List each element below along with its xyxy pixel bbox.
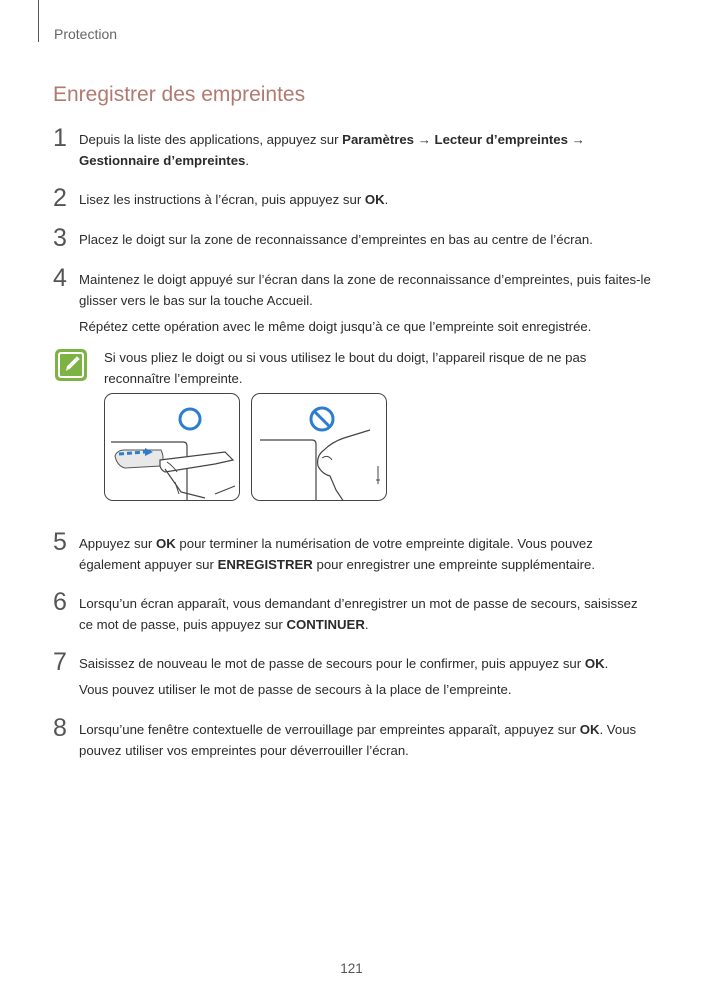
step-4 (53, 264, 653, 311)
ok-label: OK (584, 656, 605, 671)
section-header: Protection (54, 26, 118, 42)
step-text: Saisissez de nouveau le mot de passe de secours pour le confirmer, puis appuyez sur OK. (79, 656, 609, 671)
header-rule (38, 0, 39, 42)
step-2 (53, 184, 653, 212)
circle-correct-icon (180, 409, 200, 429)
page-title: Enregistrer des empreintes (53, 83, 306, 106)
step-1 (53, 124, 653, 171)
continuer-label: CONTINUER (286, 616, 365, 632)
step-text: Lorsqu’une fenêtre contextuelle de verrouillage par empreintes apparaît, appuyez sur OK. Vous pouvez utiliser vos empreintes pour déverrouiller l’écran. (79, 722, 637, 758)
step-7 (53, 648, 653, 676)
step-7-detail: Vous pouvez utiliser le mot de passe de secours à la place de l’empreinte. (79, 682, 512, 697)
step-text: Depuis la liste des applications, appuyez sur Paramètres → Lecteur d’empreintes → Gestionnaire d’empreintes. (79, 132, 585, 168)
step-number: 4 (53, 264, 67, 292)
step-4-detail: Répétez cette opération avec le même doigt jusqu’à ce que l’empreinte soit enregistrée. (79, 319, 592, 334)
step-number: 2 (53, 184, 67, 212)
illustration-wrong (251, 393, 387, 501)
step-number: 5 (53, 528, 67, 556)
step-text: Lorsqu’un écran apparaît, vous demandant d’enregistrer un mot de passe de secours, saisissez ce mot de passe, puis appuyez sur CONTINUER. (79, 596, 638, 632)
note-text: Si vous pliez le doigt ou si vous utilisez le bout du doigt, l’appareil risque de ne pas reconnaître l’empreinte. (104, 350, 587, 386)
ok-label: OK (364, 192, 385, 207)
step-number: 6 (53, 588, 67, 616)
menu-lecteur-empreintes: Lecteur d’empreintes (434, 132, 568, 147)
step-8 (53, 714, 653, 761)
step-text: Appuyez sur OK pour terminer la numérisation de votre empreinte digitale. Vous pouvez également appuyer sur ENREGISTRER pour enregistrer une empreinte supplémentaire. (79, 536, 596, 572)
step-6 (53, 588, 653, 635)
enregistrer-label: ENREGISTRER (217, 556, 313, 572)
step-5 (53, 528, 653, 575)
step-text: Maintenez le doigt appuyé sur l’écran dans la zone de reconnaissance d’empreintes, puis faites-le glisser vers le bas sur la touche Accueil. (79, 272, 651, 308)
menu-gestionnaire-empreintes: Gestionnaire d’empreintes (79, 152, 246, 168)
ok-label: OK (579, 722, 600, 737)
illustration-correct (104, 393, 240, 501)
step-text: Placez le doigt sur la zone de reconnaissance d’empreintes en bas au centre de l’écran. (79, 232, 593, 247)
step-number: 3 (53, 224, 67, 252)
menu-parametres: Paramètres (342, 132, 415, 147)
page-number: 121 (340, 961, 363, 976)
step-number: 1 (53, 124, 67, 152)
step-number: 8 (53, 714, 67, 742)
step-3 (53, 224, 653, 252)
step-number: 7 (53, 648, 67, 676)
step-text: Lisez les instructions à l’écran, puis appuyez sur OK. (79, 192, 389, 207)
note-pencil-icon (54, 348, 88, 382)
ok-label: OK (155, 536, 176, 551)
